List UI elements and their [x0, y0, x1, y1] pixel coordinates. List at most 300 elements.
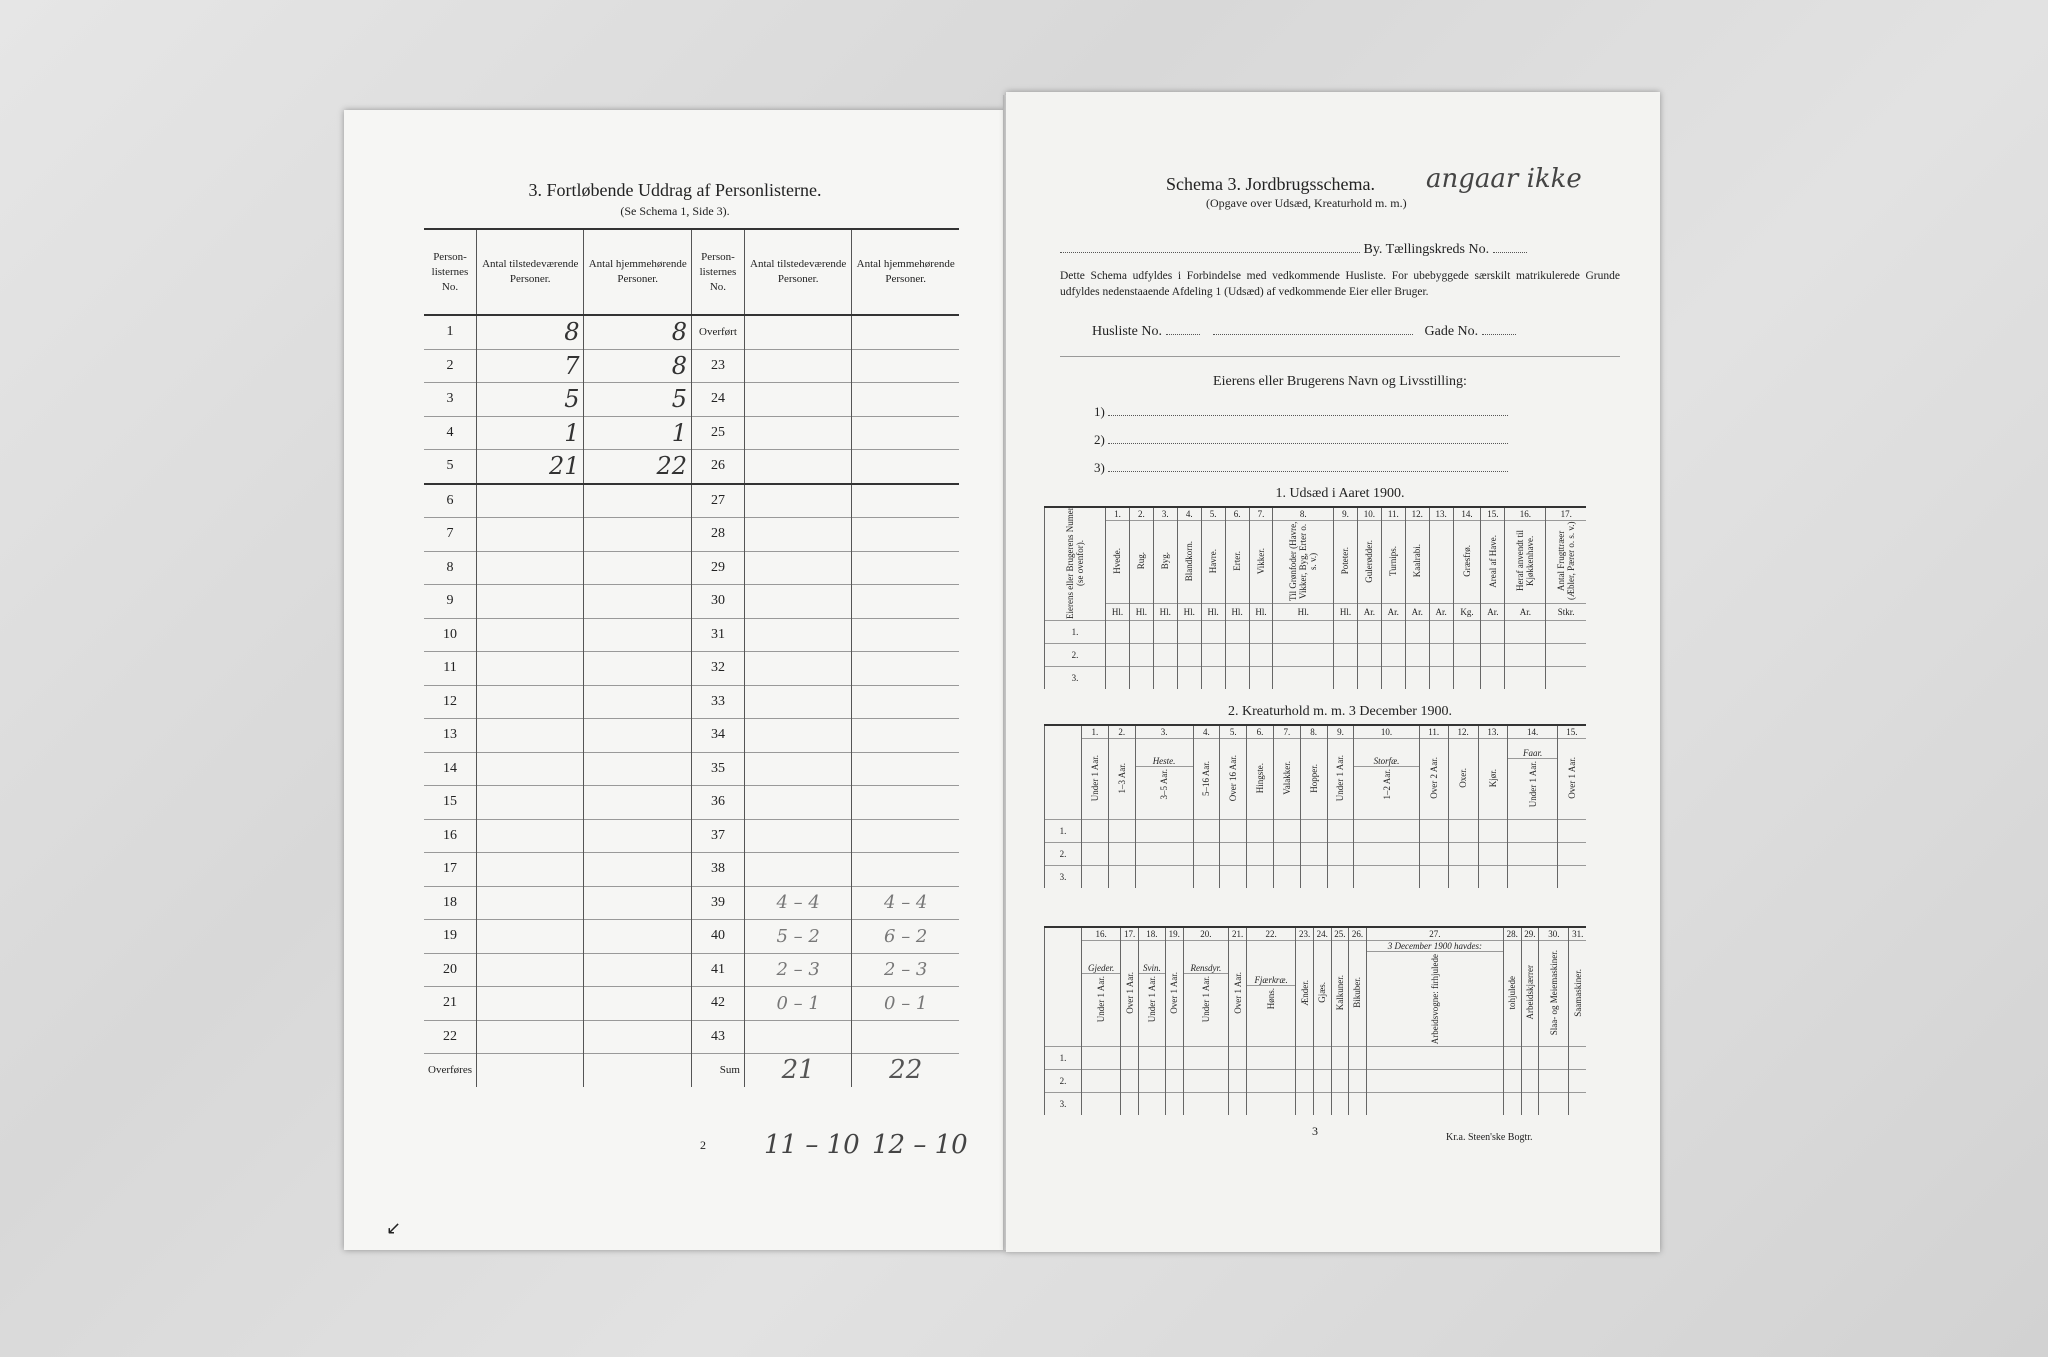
- column-number: 3.: [1153, 507, 1177, 521]
- data-cell: [1249, 644, 1273, 667]
- cell-no: 19: [424, 920, 476, 954]
- by-label: By. Tællingskreds No.: [1363, 242, 1490, 257]
- column-unit: Hl.: [1129, 604, 1153, 621]
- column-label-text: Over 2 Aar.: [1428, 757, 1439, 799]
- data-cell: [1327, 820, 1354, 843]
- cell-present2: 21: [744, 1054, 852, 1087]
- section1-table: [1044, 506, 1586, 689]
- data-cell: [1300, 820, 1327, 843]
- column-number: 9.: [1334, 507, 1358, 521]
- cell-no: 10: [424, 618, 476, 652]
- column-number: 20.: [1183, 927, 1229, 941]
- column-unit: Hl.: [1153, 604, 1177, 621]
- cell-present: [476, 987, 584, 1021]
- cell-home: 8: [584, 315, 692, 349]
- column-label: [1349, 941, 1367, 1047]
- column-label: [1448, 739, 1478, 820]
- data-cell: [1539, 1070, 1569, 1093]
- cell-present2: [744, 551, 852, 585]
- column-number: 5.: [1201, 507, 1225, 521]
- data-cell: [1405, 644, 1429, 667]
- data-cell: [1135, 820, 1193, 843]
- column-label-text: Under 1 Aar.: [1096, 975, 1107, 1023]
- cell-home2: [852, 383, 959, 417]
- cell-present2: [744, 484, 852, 518]
- cell-no2: 38: [692, 853, 745, 887]
- column-label-text: Oxer.: [1458, 768, 1469, 788]
- cell-home: [584, 652, 692, 686]
- data-cell: [1478, 820, 1508, 843]
- cell-home: [584, 886, 692, 920]
- cell-no2: 33: [692, 685, 745, 719]
- cell-home2: [852, 551, 959, 585]
- owner-number-header: [1045, 725, 1082, 820]
- column-label: [1331, 941, 1349, 1047]
- number-row: [1045, 507, 1587, 521]
- column-label: [1135, 739, 1193, 820]
- data-cell: [1296, 1093, 1314, 1116]
- cell-present: 21: [476, 450, 584, 484]
- data-cell: [1229, 1070, 1247, 1093]
- cell-no2: 30: [692, 585, 745, 619]
- column-label-text: Heraf anvendt til Kjøkkenhave.: [1515, 530, 1536, 592]
- cell-home2: [852, 618, 959, 652]
- table-row: [424, 886, 959, 920]
- owner-heading: Eierens eller Brugerens Navn og Livsstilling:: [1213, 374, 1467, 389]
- group-caption: Faar.: [1508, 748, 1556, 759]
- column-unit: Hl.: [1225, 604, 1249, 621]
- column-label: [1481, 521, 1505, 604]
- cell-home: [584, 819, 692, 853]
- column-label: [1334, 521, 1358, 604]
- column-label-text: Kaalrabi.: [1412, 544, 1423, 578]
- owner-line-label: 2): [1094, 432, 1105, 447]
- cell-present2: 2 – 3: [744, 953, 852, 987]
- column-number: 13.: [1429, 507, 1453, 521]
- column-label: [1313, 941, 1331, 1047]
- table-row: [424, 450, 959, 484]
- column-number: 25.: [1331, 927, 1349, 941]
- left-page-title: 3. Fortløbende Uddrag af Personlisterne.: [528, 180, 822, 200]
- column-unit: Hl.: [1106, 604, 1130, 621]
- right-page: [1006, 92, 1660, 1252]
- column-number: 10.: [1357, 507, 1381, 521]
- cell-home2: [852, 1020, 959, 1054]
- table-row: [424, 349, 959, 383]
- data-cell: [1220, 820, 1247, 843]
- group-caption: Heste.: [1136, 756, 1193, 767]
- column-label-text: Vikker.: [1255, 547, 1266, 575]
- cell-present: [476, 652, 584, 686]
- table-row: [424, 853, 959, 887]
- cell-home: [584, 484, 692, 518]
- data-cell: [1503, 1047, 1521, 1070]
- data-cell: [1366, 1093, 1503, 1116]
- cell-home: [584, 1020, 692, 1054]
- cell-present2: [744, 853, 852, 887]
- table-row: [424, 786, 959, 820]
- data-cell: [1138, 1070, 1165, 1093]
- cell-no: 11: [424, 652, 476, 686]
- row-number: 3.: [1045, 667, 1106, 690]
- owner-line-1: [1094, 404, 1508, 420]
- separator: [1060, 356, 1620, 357]
- husliste-gap-dots: [1213, 334, 1413, 335]
- gade-label: Gade No.: [1424, 324, 1479, 339]
- column-number: 1.: [1082, 725, 1109, 739]
- cell-no: 6: [424, 484, 476, 518]
- column-number: 8.: [1273, 507, 1334, 521]
- column-label: [1165, 941, 1183, 1047]
- column-number: 7.: [1249, 507, 1273, 521]
- data-cell: [1429, 644, 1453, 667]
- column-label: [1453, 521, 1481, 604]
- cell-present2: [744, 719, 852, 753]
- cell-no2: 40: [692, 920, 745, 954]
- column-label-text: Hopper.: [1308, 763, 1319, 793]
- cell-no: 21: [424, 987, 476, 1021]
- cell-home: [584, 518, 692, 552]
- data-cell: [1357, 667, 1381, 690]
- column-label-text: Under 1 Aar.: [1335, 754, 1346, 802]
- table-row: [424, 819, 959, 853]
- cell-no: 12: [424, 685, 476, 719]
- column-label-text: Til Grønfoder (Havre, Vikker, Byg, Erter o. s. v.): [1288, 521, 1319, 601]
- table-row: [424, 1020, 959, 1054]
- data-cell: [1082, 1093, 1121, 1116]
- data-cell: [1505, 621, 1546, 644]
- owner-dots: [1108, 415, 1508, 416]
- column-number: 11.: [1419, 725, 1448, 739]
- column-label-text: 1–2 Aar.: [1381, 769, 1392, 800]
- data-cell: [1405, 621, 1429, 644]
- husliste-dots: [1166, 334, 1200, 335]
- column-label-text: Over 1 Aar.: [1169, 971, 1180, 1014]
- data-cell: [1505, 644, 1546, 667]
- column-label-text: Valakker.: [1281, 761, 1292, 795]
- column-number: 4.: [1193, 725, 1220, 739]
- cell-present: 8: [476, 315, 584, 349]
- column-label-text: Kjør.: [1487, 768, 1498, 788]
- data-cell: [1569, 1093, 1586, 1116]
- cell-no2: 36: [692, 786, 745, 820]
- data-cell: [1138, 1093, 1165, 1116]
- cell-home2: 2 – 3: [852, 953, 959, 987]
- table-row: [1045, 1047, 1587, 1070]
- column-label-text: Byg.: [1160, 552, 1171, 570]
- column-number: 6.: [1225, 507, 1249, 521]
- cell-no2: 29: [692, 551, 745, 585]
- data-cell: [1183, 1070, 1229, 1093]
- cell-no2: 31: [692, 618, 745, 652]
- data-cell: [1177, 621, 1201, 644]
- data-cell: [1354, 843, 1419, 866]
- data-cell: [1246, 1070, 1295, 1093]
- cell-no2: 41: [692, 953, 745, 987]
- data-cell: [1165, 1047, 1183, 1070]
- column-label: [1296, 941, 1314, 1047]
- column-label: [1366, 941, 1503, 1047]
- table-row: [424, 920, 959, 954]
- data-cell: [1557, 843, 1586, 866]
- section2-title: 2. Kreaturhold m. m. 3 December 1900.: [1228, 704, 1452, 719]
- cell-home: [584, 920, 692, 954]
- data-cell: [1557, 866, 1586, 889]
- data-cell: [1249, 667, 1273, 690]
- husliste-line: [1092, 324, 1622, 340]
- data-cell: [1273, 644, 1334, 667]
- data-cell: [1220, 866, 1247, 889]
- table-row: [1045, 621, 1587, 644]
- cell-present: [476, 484, 584, 518]
- data-cell: [1193, 843, 1220, 866]
- data-cell: [1381, 667, 1405, 690]
- data-cell: [1247, 866, 1274, 889]
- cell-home2: 0 – 1: [852, 987, 959, 1021]
- data-cell: [1334, 644, 1358, 667]
- data-cell: [1569, 1070, 1586, 1093]
- column-label-text: Arbeidsvogne: firhjulede: [1429, 954, 1440, 1045]
- column-label-text: 5–16 Aar.: [1201, 760, 1212, 796]
- column-label-text: Arbeidskjærrer: [1524, 965, 1535, 1020]
- handwritten-total-left: 11 – 10: [764, 1130, 860, 1160]
- cell-home2: [852, 819, 959, 853]
- cell-no2: 26: [692, 450, 745, 484]
- column-number: 30.: [1539, 927, 1569, 941]
- column-number: 16.: [1505, 507, 1546, 521]
- column-label-text: Ænder.: [1299, 979, 1310, 1006]
- column-label: [1201, 521, 1225, 604]
- data-cell: [1183, 1093, 1229, 1116]
- cell-present: 7: [476, 349, 584, 383]
- column-number: 18.: [1138, 927, 1165, 941]
- data-cell: [1505, 667, 1546, 690]
- column-number: 17.: [1121, 927, 1139, 941]
- column-label: [1539, 941, 1569, 1047]
- owner-number-header: [1045, 927, 1082, 1047]
- number-row: [1045, 927, 1587, 941]
- cell-no: 1: [424, 315, 476, 349]
- data-cell: [1121, 1093, 1139, 1116]
- table-row: [1045, 820, 1587, 843]
- header-cell: Antal tilstedeværende Personer.: [744, 229, 852, 315]
- data-cell: [1193, 866, 1220, 889]
- data-cell: [1453, 644, 1481, 667]
- data-cell: [1246, 1047, 1295, 1070]
- cell-present2: [744, 752, 852, 786]
- group-caption: Svin.: [1139, 963, 1165, 974]
- column-label: [1247, 739, 1274, 820]
- group-caption: Gjeder.: [1082, 963, 1120, 974]
- data-cell: [1366, 1047, 1503, 1070]
- column-number: 22.: [1246, 927, 1295, 941]
- column-label-text: tohjulede: [1507, 975, 1518, 1010]
- column-number: 10.: [1354, 725, 1419, 739]
- table-row: [1045, 866, 1587, 889]
- cell-home2: [852, 652, 959, 686]
- column-label-text: Blandkorn.: [1184, 540, 1195, 582]
- kreds-dots: [1493, 252, 1527, 253]
- data-cell: [1521, 1047, 1539, 1070]
- header-cell: Antal hjemmehørende Personer.: [852, 229, 959, 315]
- left-page-subtitle: (Se Schema 1, Side 3).: [620, 204, 730, 218]
- cell-present: [476, 585, 584, 619]
- column-number: 13.: [1478, 725, 1508, 739]
- cell-present: [476, 853, 584, 887]
- column-label: [1300, 739, 1327, 820]
- column-label: [1225, 521, 1249, 604]
- data-cell: [1503, 1070, 1521, 1093]
- column-label-text: Turnips.: [1388, 546, 1399, 576]
- column-label: [1327, 739, 1354, 820]
- column-number: 4.: [1177, 507, 1201, 521]
- page-number-left: 2: [700, 1138, 706, 1152]
- owner-line-3: [1094, 460, 1508, 476]
- printer-mark: Kr.a. Steen'ske Bogtr.: [1446, 1132, 1533, 1143]
- column-label: [1505, 521, 1546, 604]
- column-label-text: Under 1 Aar.: [1200, 975, 1211, 1023]
- data-cell: [1135, 843, 1193, 866]
- data-cell: [1419, 820, 1448, 843]
- column-label: [1273, 739, 1300, 820]
- data-cell: [1082, 1070, 1121, 1093]
- cell-no: 22: [424, 1020, 476, 1054]
- cell-present: [476, 1054, 584, 1087]
- column-unit: Hl.: [1177, 604, 1201, 621]
- row-number: 2.: [1045, 1070, 1082, 1093]
- column-number: 28.: [1503, 927, 1521, 941]
- column-label-text: Under 1 Aar.: [1146, 975, 1157, 1023]
- data-cell: [1313, 1047, 1331, 1070]
- column-number: 2.: [1129, 507, 1153, 521]
- cell-present2: [744, 383, 852, 417]
- page-number-right: 3: [1312, 1124, 1318, 1138]
- data-cell: [1334, 667, 1358, 690]
- data-cell: [1557, 820, 1586, 843]
- data-cell: [1448, 820, 1478, 843]
- handwritten-note: angaar ikke: [1426, 164, 1582, 194]
- data-cell: [1539, 1047, 1569, 1070]
- column-number: 8.: [1300, 725, 1327, 739]
- number-row: [1045, 725, 1587, 739]
- data-cell: [1508, 843, 1557, 866]
- owner-dots: [1108, 443, 1508, 444]
- husliste-label: Husliste No.: [1092, 324, 1162, 339]
- data-cell: [1247, 820, 1274, 843]
- table-row: [424, 383, 959, 417]
- data-cell: [1354, 866, 1419, 889]
- cell-present: [476, 953, 584, 987]
- cell-no2: 35: [692, 752, 745, 786]
- cell-present: [476, 819, 584, 853]
- data-cell: [1121, 1047, 1139, 1070]
- column-label: [1546, 521, 1586, 604]
- cell-home2: [852, 518, 959, 552]
- data-cell: [1225, 667, 1249, 690]
- data-cell: [1521, 1093, 1539, 1116]
- data-cell: [1108, 843, 1135, 866]
- header-cell: Antal hjemmehørende Personer.: [584, 229, 692, 315]
- cell-home2: [852, 585, 959, 619]
- table-row: [424, 551, 959, 585]
- data-cell: [1106, 644, 1130, 667]
- column-label: [1557, 739, 1586, 820]
- table-row: [424, 1054, 959, 1087]
- column-number: 16.: [1082, 927, 1121, 941]
- data-cell: [1478, 866, 1508, 889]
- table-row: [424, 484, 959, 518]
- table-row: [424, 585, 959, 619]
- cell-no: 14: [424, 752, 476, 786]
- column-label-text: Kalkuner.: [1334, 974, 1345, 1011]
- column-number: 2.: [1108, 725, 1135, 739]
- cell-present2: 5 – 2: [744, 920, 852, 954]
- person-table-header: [424, 229, 959, 315]
- cell-no: 7: [424, 518, 476, 552]
- column-number: 26.: [1349, 927, 1367, 941]
- cell-home: 1: [584, 416, 692, 450]
- column-label: [1381, 521, 1405, 604]
- cell-no: 9: [424, 585, 476, 619]
- column-number: 19.: [1165, 927, 1183, 941]
- table-row: [1045, 1070, 1587, 1093]
- cell-present2: [744, 315, 852, 349]
- cell-no: 17: [424, 853, 476, 887]
- data-cell: [1381, 644, 1405, 667]
- cell-present2: 0 – 1: [744, 987, 852, 1021]
- cell-home: 22: [584, 450, 692, 484]
- column-label: [1249, 521, 1273, 604]
- data-cell: [1153, 621, 1177, 644]
- gade-dots: [1482, 334, 1516, 335]
- cell-no2: 39: [692, 886, 745, 920]
- cell-no: 20: [424, 953, 476, 987]
- column-label-text: Over 1 Aar.: [1124, 971, 1135, 1014]
- cell-present: [476, 786, 584, 820]
- cell-home: [584, 752, 692, 786]
- data-cell: [1220, 843, 1247, 866]
- cell-home2: [852, 719, 959, 753]
- column-label: [1429, 521, 1453, 604]
- column-label: [1478, 739, 1508, 820]
- table-row: [424, 652, 959, 686]
- column-number: 31.: [1569, 927, 1586, 941]
- data-cell: [1448, 866, 1478, 889]
- data-cell: [1313, 1093, 1331, 1116]
- data-cell: [1108, 866, 1135, 889]
- cell-home2: 6 – 2: [852, 920, 959, 954]
- column-unit: Hl.: [1249, 604, 1273, 621]
- column-number: 14.: [1508, 725, 1557, 739]
- data-cell: [1327, 866, 1354, 889]
- data-cell: [1354, 820, 1419, 843]
- row-number: 1.: [1045, 621, 1106, 644]
- cell-present2: [744, 819, 852, 853]
- column-label: [1569, 941, 1586, 1047]
- cell-present: 1: [476, 416, 584, 450]
- cell-home2: [852, 416, 959, 450]
- column-label: [1508, 739, 1557, 820]
- data-cell: [1539, 1093, 1569, 1116]
- group-caption: Storfæ.: [1354, 756, 1418, 767]
- data-cell: [1503, 1093, 1521, 1116]
- cell-present: [476, 920, 584, 954]
- column-unit: Ar.: [1405, 604, 1429, 621]
- data-cell: [1313, 1070, 1331, 1093]
- data-cell: [1273, 621, 1334, 644]
- data-cell: [1349, 1070, 1367, 1093]
- cell-no2: 28: [692, 518, 745, 552]
